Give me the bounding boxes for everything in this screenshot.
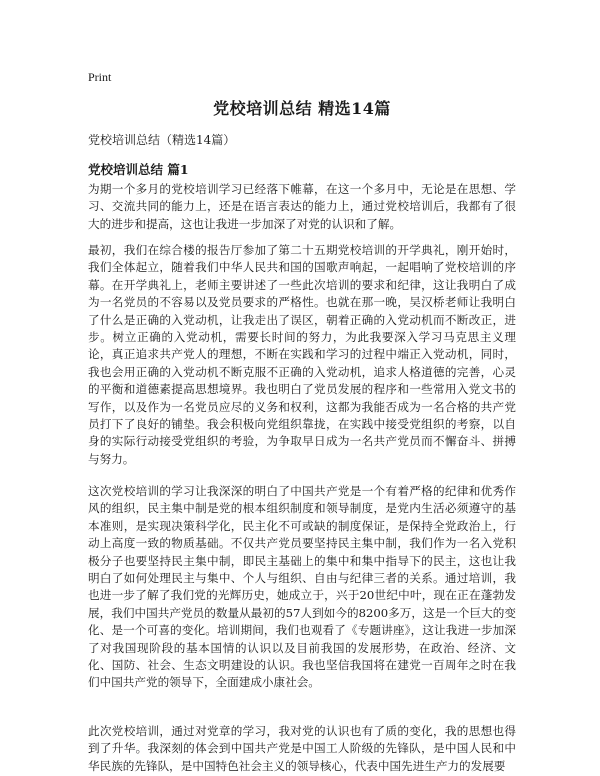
paragraph-1: 为期一个多月的党校培训学习已经落下帷幕，在这一个多月中，无论是在思想、学习、交流共同的能力上，还是在语言表达的能力上，通过党校培训后，我都有了很大的进步和提高，这也让我进一步加深了对党的认识和了解。 [88, 182, 516, 231]
paragraph-3: 这次党校培训的学习让我深深的明白了中国共产党是一个有着严格的纪律和优秀作风的组织，民主集中制是党的根本组织制度和领导制度，是党内生活必须遵守的基本准则，是实现决策科学化，民主化不可或缺的制度保证，是保持全党政治上，行动上高度一致的物质基础。不仅共产党员要坚持民主集中制，我们作为一名入党积极分子也要坚持民主集中制，即民主基础上的集中和集中指导下的民主，这也让我明白了如何处理民主与集中、个人与组织、自由与纪律三者的关系。通过培训，我也进一步了解了我们党的光辉历史，她成立于，兴于20世纪中叶，现在正在蓬勃发展，我们中国共产党员的数量从最初的57人到如今的8200多万，这是一个巨大的变化、是一个可喜的变化。培训期间，我们也观看了《专题讲座》，这让我进一步加深了对我国现阶段的基本国情的认识以及目前我国的发展形势，在政治、经济、文化、国防、社会、生态文明建设的认识。我也坚信我国将在建党一百周年之时在我们中国共产党的领导下，全面建成小康社会。 [88, 484, 516, 690]
paragraph-4: 此次党校培训，通过对党章的学习，我对党的认识也有了质的变化，我的思想也得到了升华。我深刻的体会到中国共产党是中国工人阶级的先锋队，是中国人民和中华民族的先锋队，是中国特色社会主义的领导核心，代表中国先进生产力的发展要 [88, 724, 516, 773]
section-heading: 党校培训总结 篇1 [88, 162, 189, 177]
page-title: 党校培训总结 精选14篇 [213, 99, 391, 118]
paragraph-2: 最初，我们在综合楼的报告厅参加了第二十五期党校培训的开学典礼，刚开始时，我们全体起立，随着我们中华人民共和国的国歌声响起，一起唱响了党校培训的序幕。在开学典礼上，老师主要讲述了一些此次培训的要求和纪律，这让我明白了成为一名党员的不容易以及党员要求的严格性。也就在那一晚，吴汉桥老师让我明白了什么是正确的入党动机，让我走出了误区，朝着正确的入党动机而不断改正，进步。树立正确的入党动机，需要长时间的努力，为此我要深入学习马克思主义理论，真正追求共产党人的理想，不断在实践和学习的过程中端正入党动机，同时，我也会用正确的入党动机不断克服不正确的入党动机，追求人格道德的完善，心灵的平衡和道德素提高思想境界。我也明白了党员发展的程序和一些常用入党文书的写作，以及作为一名党员应尽的义务和权利，这都为我能否成为一名合格的共产党员打下了良好的铺垫。我会积极向党组织靠拢，在实践中接受党组织的考察，以自身的实际行动接受党组织的考验，为争取早日成为一名共产党员而不懈奋斗、拼搏与努力。 [88, 243, 516, 466]
print-label[interactable]: Print [88, 70, 112, 84]
document-subtitle: 党校培训总结（精选14篇） [88, 133, 236, 147]
